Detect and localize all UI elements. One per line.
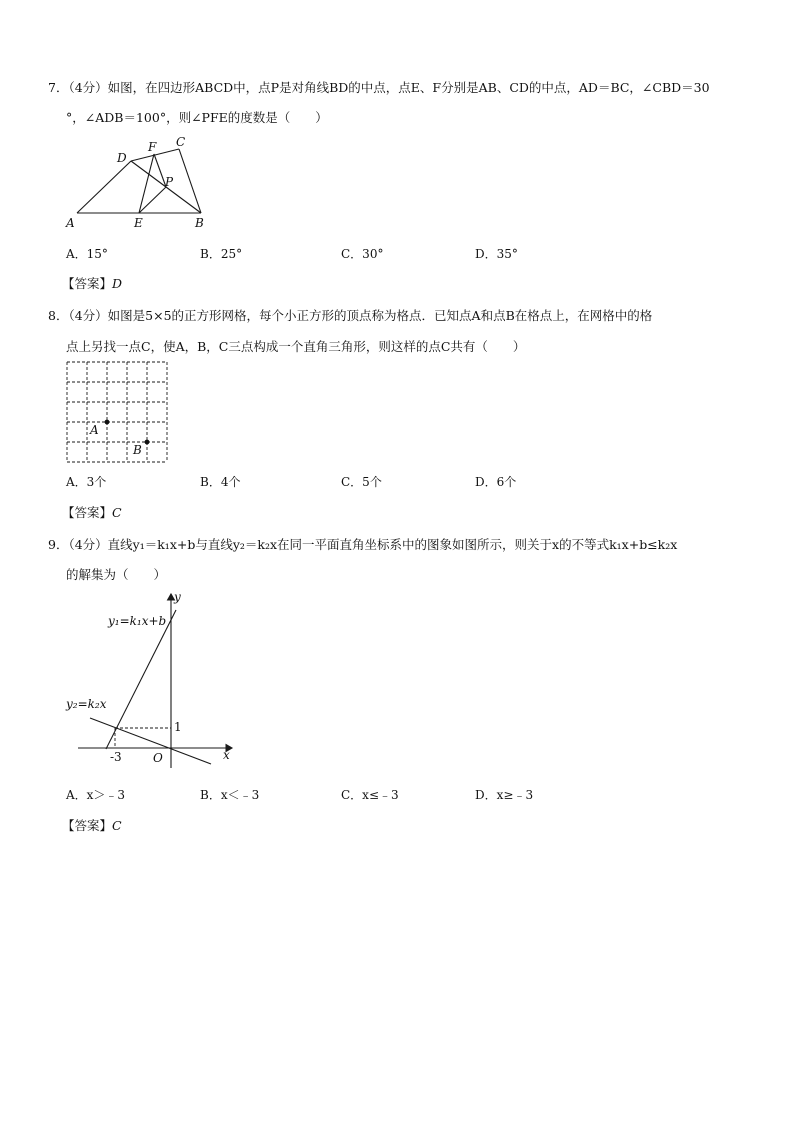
q9-tick-x-neg3: -3 <box>110 750 122 764</box>
q8-point-a <box>105 420 110 425</box>
q9-stem-line1: 9．（4分）直线y₁＝k₁x+b与直线y₂＝k₂x在同一平面直角坐标系中的图象如图所示，则关于x的不等式k₁x+b≤k₂x <box>48 537 678 552</box>
q8-answer-value: C <box>112 505 122 520</box>
q7-seg-ad <box>77 161 131 213</box>
q8-option-a: A．3个 <box>66 475 107 489</box>
q9-label-line1: y₁=k₁x+b <box>108 614 167 628</box>
q7-seg-cb <box>179 149 201 213</box>
q7-label-d: D <box>117 151 127 165</box>
q7-label-a: A <box>66 216 75 230</box>
q7-stem-line1: 7．（4分）如图，在四边形ABCD中，点P是对角线BD的中点，点E、F分别是AB、CD的中点，AD＝BC，∠CBD＝30 <box>48 80 710 95</box>
q7-label-b: B <box>195 216 204 230</box>
q9-label-line2: y₂=k₂x <box>66 697 107 711</box>
q9-option-d: D．x≥﹣3 <box>475 788 534 802</box>
q9-option-c: C．x≤﹣3 <box>341 788 399 802</box>
q8-label-a: A <box>90 423 99 437</box>
q9-option-b: B．x＜﹣3 <box>200 788 260 802</box>
q8-stem-line2: 点上另找一点C，使A，B，C三点构成一个直角三角形，则这样的点C共有（ ） <box>66 339 526 354</box>
q9-tick-y-1: 1 <box>174 720 182 734</box>
q7-figure <box>60 135 230 235</box>
q7-answer-label: 【答案】 <box>62 276 113 291</box>
q9-line-y2 <box>90 718 211 764</box>
q9-option-a: A．x＞﹣3 <box>66 788 126 802</box>
q9-label-origin: O <box>153 751 163 765</box>
q9-label-y: y <box>174 590 181 604</box>
q8-answer-label: 【答案】 <box>62 505 113 520</box>
q7-label-p: P <box>165 175 174 189</box>
q8-grid-figure <box>66 361 170 465</box>
q9-answer <box>62 816 122 834</box>
q7-label-c: C <box>176 135 186 149</box>
q8-option-c: C．5个 <box>341 475 382 489</box>
q8-option-b: B．4个 <box>200 475 241 489</box>
q7-option-b: B．25° <box>200 247 243 261</box>
q7-label-e: E <box>134 216 143 230</box>
q9-label-x: x <box>223 748 230 762</box>
q7-option-a: A．15° <box>66 247 108 261</box>
q9-answer-value: C <box>112 818 122 833</box>
q9-answer-label: 【答案】 <box>62 818 113 833</box>
q8-point-b <box>145 440 150 445</box>
q8-label-b: B <box>133 443 142 457</box>
q7-answer-value: D <box>112 276 123 291</box>
q8-stem-line1: 8．（4分）如图是5×5的正方形网格，每个小正方形的顶点称为格点．已知点A和点B在格点上，在网格中的格 <box>48 308 653 323</box>
q7-option-d: D．35° <box>475 247 518 261</box>
q7-label-f: F <box>148 140 157 154</box>
q8-answer <box>62 503 122 521</box>
q9-graph-figure <box>60 588 250 773</box>
q9-stem-line2: 的解集为（ ） <box>66 567 167 582</box>
q7-seg-fe <box>139 154 154 213</box>
q7-option-c: C．30° <box>341 247 384 261</box>
q7-seg-pe <box>139 187 166 213</box>
q8-option-d: D．6个 <box>475 475 517 489</box>
q7-answer <box>62 274 122 292</box>
q7-stem-line2: °，∠ADB＝100°，则∠PFE的度数是（ ） <box>66 110 328 125</box>
